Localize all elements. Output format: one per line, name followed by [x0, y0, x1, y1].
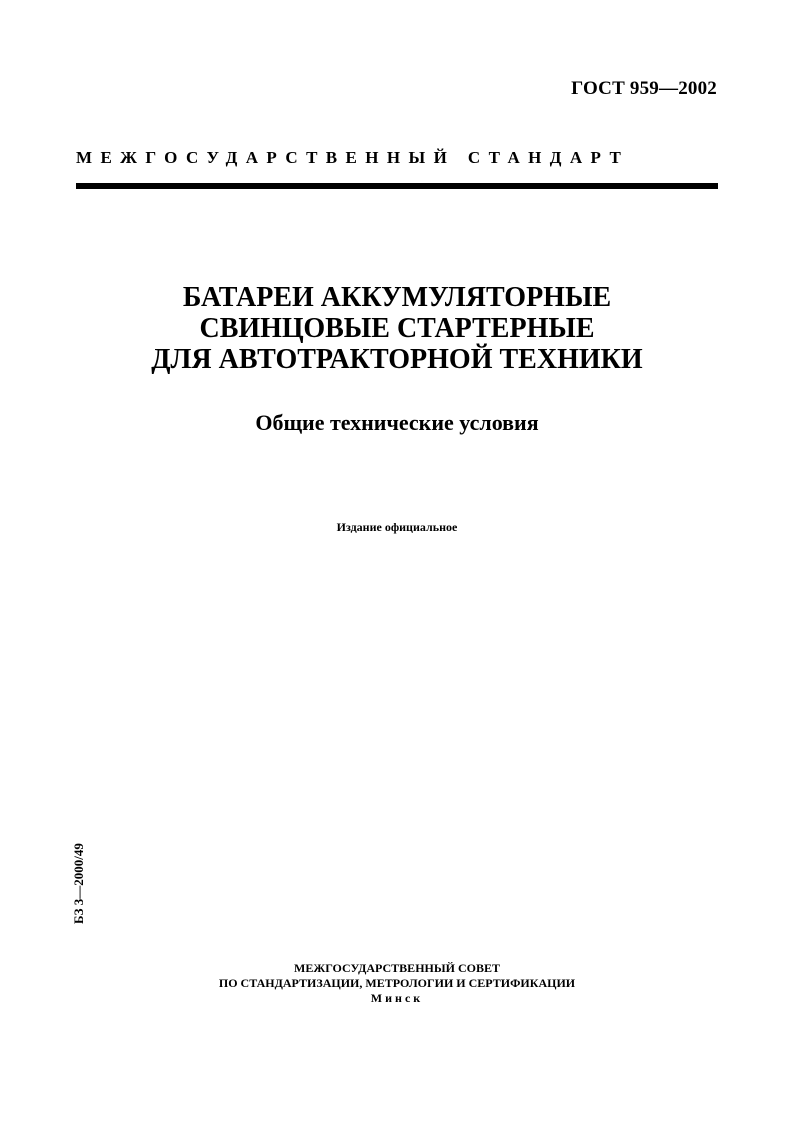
title-line: ДЛЯ АВТОТРАКТОРНОЙ ТЕХНИКИ — [151, 344, 643, 375]
publisher-line-2: ПО СТАНДАРТИЗАЦИИ, МЕТРОЛОГИИ И СЕРТИФИКАЦИИ — [218, 976, 576, 990]
title-line: СВИНЦОВЫЕ СТАРТЕРНЫЕ — [199, 313, 595, 344]
publisher-city: Минск — [370, 991, 424, 1005]
standard-type-heading: МЕЖГОСУДАРСТВЕННЫЙ СТАНДАРТ — [76, 148, 630, 167]
publisher-block — [76, 961, 718, 1006]
gost-number: ГОСТ 959—2002 — [571, 78, 717, 99]
header-rule — [76, 183, 718, 189]
document-title — [76, 282, 718, 375]
document-subtitle: Общие технические условия — [255, 410, 539, 435]
title-line: БАТАРЕИ АККУМУЛЯТОРНЫЕ — [182, 282, 612, 313]
publisher-line-1: МЕЖГОСУДАРСТВЕННЫЙ СОВЕТ — [294, 961, 500, 975]
side-code: БЗ 3—2000/49 — [71, 843, 86, 924]
edition-label: Издание официальное — [336, 520, 458, 534]
